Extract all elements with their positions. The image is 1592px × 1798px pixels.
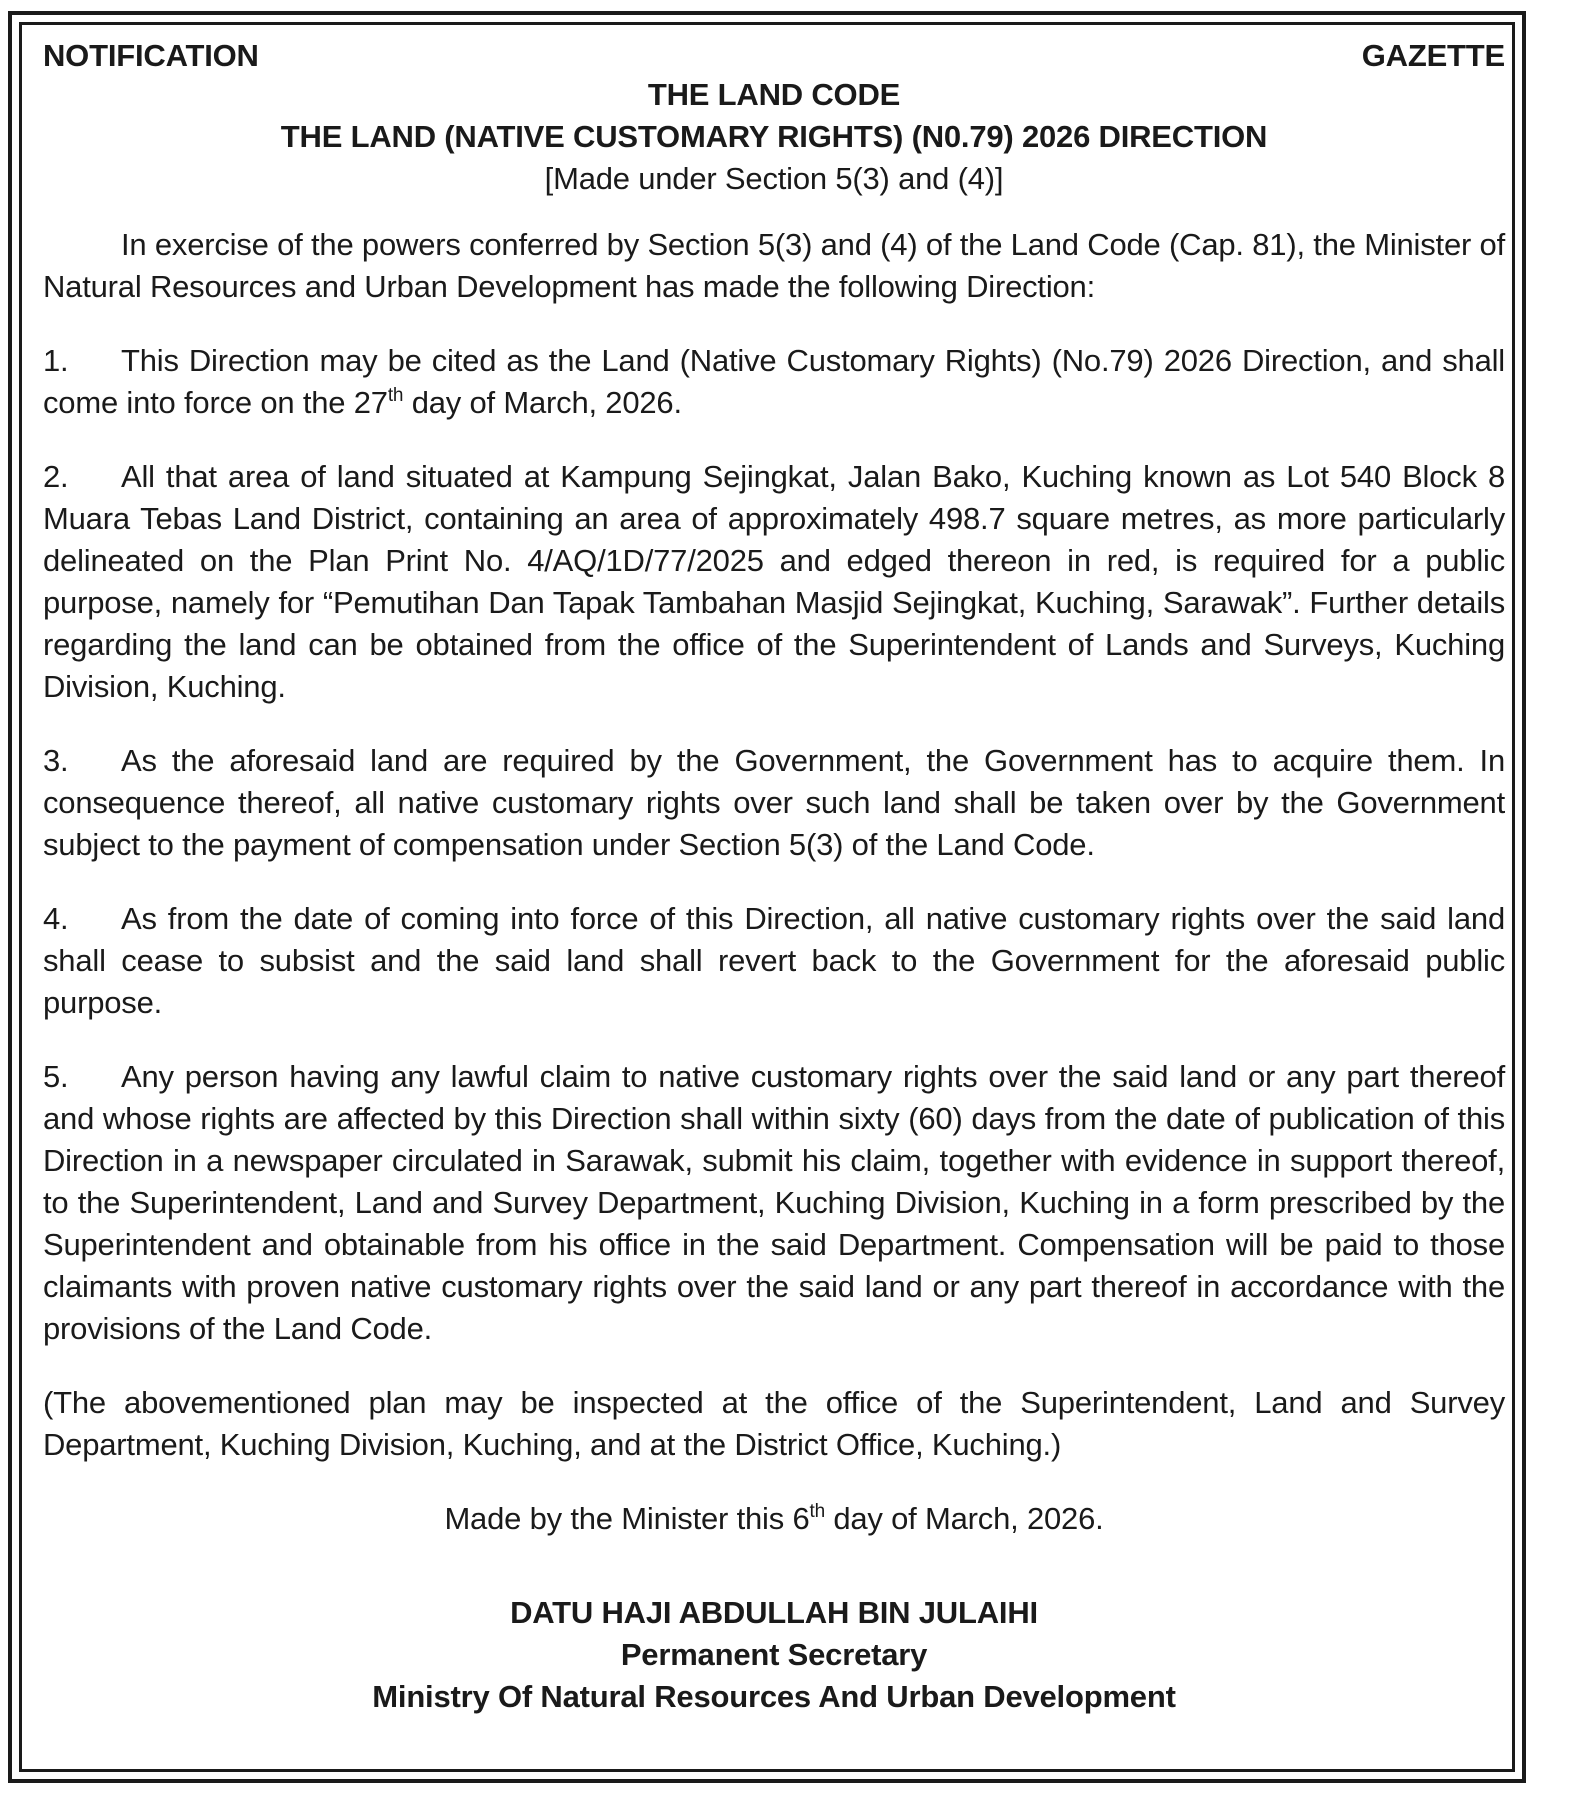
plan-inspection-note: (The abovementioned plan may be inspected at the office of the Superintendent, Land and Survey Department, Kuching Division, Kuching, and at the District Office, Kuching.)	[43, 1385, 1505, 1462]
clause-1	[43, 340, 1505, 424]
clause-number: 3.	[43, 743, 69, 778]
clause-text: This Direction may be cited as the Land (Native Customary Rights) (No.79) 2026 Direction, and shall come into force on the 27	[43, 343, 1505, 420]
clause-text: As from the date of coming into force of this Direction, all native customary rights over the said land shall cease to subsist and the said land shall revert back to the Government for the aforesaid public purpose.	[43, 901, 1505, 1020]
clause-2	[43, 456, 1505, 708]
clause-number: 2.	[43, 459, 69, 494]
clause-number: 5.	[43, 1059, 69, 1094]
clause-text: As the aforesaid land are required by the Government, the Government has to acquire them. In consequence thereof, all native customary rights over such land shall be taken over by the Government subject to the payment of compensation under Section 5(3) of the Land Code.	[43, 743, 1505, 862]
signatory-position: Permanent Secretary	[620, 1637, 928, 1672]
made-by-text: day of March, 2026.	[824, 1501, 1104, 1536]
notice-content	[43, 34, 1505, 1718]
ordinal-suffix: th	[387, 385, 404, 406]
clause-text: All that area of land situated at Kampung Sejingkat, Jalan Bako, Kuching known as Lot 540 Block 8 Muara Tebas Land District, containing an area of approximately 498.7 square metres, as more particularly delineated on the Plan Print No. 4/AQ/1D/77/2025 and edged thereon in red, is required for a public purpose, namely for “Pemutihan Dan Tapak Tambahan Masjid Sejingkat, Kuching, Sarawak”. Further details regarding the land can be obtained from the office of the Superintendent of Lands and Surveys, Kuching Division, Kuching.	[43, 459, 1505, 704]
notification-label: NOTIFICATION	[43, 38, 259, 73]
clause-3	[43, 740, 1505, 866]
direction-title: THE LAND (NATIVE CUSTOMARY RIGHTS) (N0.79) 2026 DIRECTION	[280, 119, 1268, 154]
notice-header	[43, 34, 1505, 78]
made-under-line: [Made under Section 5(3) and (4)]	[544, 161, 1004, 196]
ordinal-suffix: th	[809, 1501, 825, 1522]
gazette-label: GAZETTE	[1361, 38, 1505, 73]
made-by-text: Made by the Minister this 6	[444, 1501, 810, 1536]
intro-paragraph: In exercise of the powers conferred by Section 5(3) and (4) of the Land Code (Cap. 81), the Minister of Natural Resources and Urban Development has made the following Direction:	[43, 227, 1505, 304]
clause-5	[43, 1056, 1505, 1350]
signatory-name: DATU HAJI ABDULLAH BIN JULAIHI	[510, 1595, 1038, 1630]
clause-4	[43, 898, 1505, 1024]
clause-text: day of March, 2026.	[403, 385, 682, 420]
clause-number: 1.	[43, 343, 69, 378]
signature-block	[43, 1592, 1505, 1718]
made-by-line	[43, 1498, 1505, 1540]
signatory-ministry: Ministry Of Natural Resources And Urban Development	[372, 1679, 1176, 1714]
clause-number: 4.	[43, 901, 69, 936]
clause-text: Any person having any lawful claim to native customary rights over the said land or any part thereof and whose rights are affected by this Direction shall within sixty (60) days from the date of publication of this Direction in a newspaper circulated in Sarawak, submit his claim, together with evidence in support thereof, to the Superintendent, Land and Survey Department, Kuching Division, Kuching in a form prescribed by the Superintendent and obtainable from his office in the said Department. Compensation will be paid to those claimants with proven native customary rights over the said land or any part thereof in accordance with the provisions of the Land Code.	[43, 1059, 1505, 1346]
code-title: THE LAND CODE	[647, 77, 901, 112]
